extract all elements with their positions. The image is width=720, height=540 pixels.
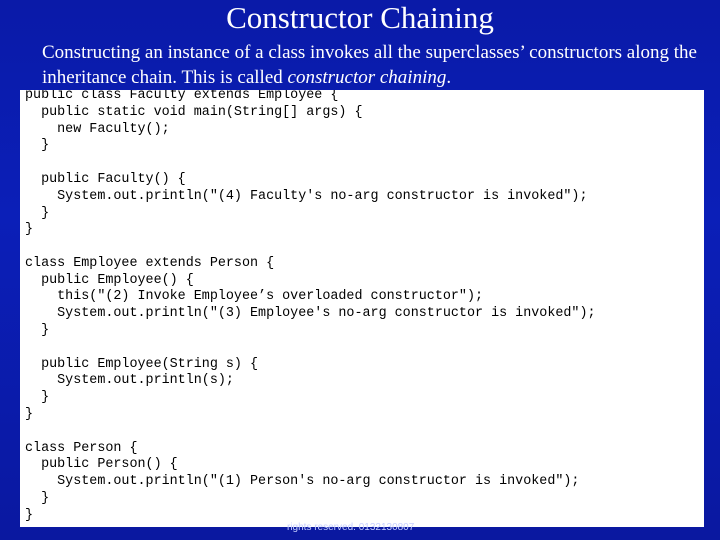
intro-suffix: . <box>446 67 452 88</box>
code-line-22: class Person { <box>25 441 138 456</box>
code-line-3: new Faculty(); <box>25 122 170 137</box>
code-line-1: public class Faculty extends Employee { <box>25 90 339 103</box>
intro-text: Constructing an instance of a class invokes all the superclasses’ constructors along the inheritance chain. This is called <box>42 42 697 88</box>
code-line-18: System.out.println(s); <box>25 373 234 388</box>
code-line-9: } <box>25 222 34 237</box>
code-line-19: } <box>25 390 50 405</box>
code-line-17: public Employee(String s) { <box>25 357 259 372</box>
copyright-footer: rights reserved. 0132130807 <box>287 522 415 533</box>
code-line-25: } <box>25 491 50 506</box>
code-line-7: System.out.println("(4) Faculty's no-arg constructor is invoked"); <box>25 189 588 204</box>
code-line-2: public static void main(String[] args) { <box>25 105 363 120</box>
code-line-12: public Employee() { <box>25 273 194 288</box>
code-line-11: class Employee extends Person { <box>25 256 275 271</box>
intro-emphasis: constructor chaining <box>287 67 447 88</box>
code-line-8: } <box>25 206 50 221</box>
code-line-23: public Person() { <box>25 457 178 472</box>
code-line-13: this("(2) Invoke Employee’s overloaded constructor"); <box>25 289 484 304</box>
code-panel <box>20 90 704 527</box>
code-line-4: } <box>25 138 50 153</box>
code-line-15: } <box>25 323 50 338</box>
code-line-20: } <box>25 407 34 422</box>
code-line-14: System.out.println("(3) Employee's no-arg constructor is invoked"); <box>25 306 596 321</box>
code-line-26: } <box>25 508 34 523</box>
intro-paragraph <box>42 40 712 90</box>
slide-title: Constructor Chaining <box>226 0 494 35</box>
code-line-6: public Faculty() { <box>25 172 186 187</box>
code-line-24: System.out.println("(1) Person's no-arg constructor is invoked"); <box>25 474 580 489</box>
